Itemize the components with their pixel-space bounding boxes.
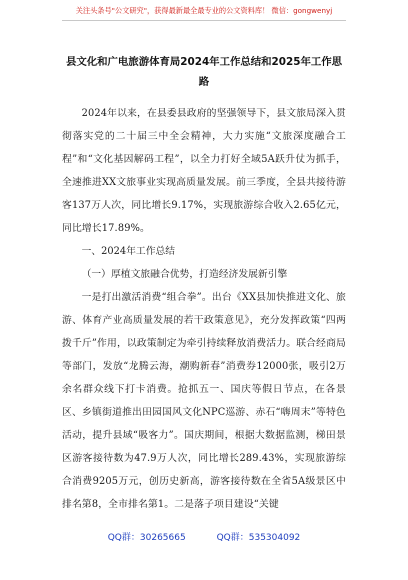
header-banner: 关注头条号"公文研究"，获得最新最全最专业的公文资料库！ 微信：gongwenyj xyxy=(75,6,333,15)
body-paragraph: 一是打出激活消费“组合拳”。出台《XX县加快推进文化、旅游、体育产业高质量发展的若干政策意见》，充分发挥政策“四两拨千斤”作用，以政策制定为牵引持续释放消费活力。联合经商局等部门，发放“龙腾云海，潮购新春”消费券12000张，吸引2万余名群众线下打卡消费。抢抓五一、国庆等假日节点，在各景区、乡镇街道推出田园国风文化NPC巡游、赤石“嗨周末”等特色活动，提升县域“吸客力”。国庆期间，根据大数据监测，梯田景区游客接待数为47.9万人次，同比增长289.43%，实现旅游综合消费9205万元，创历史新高，游客接待数在全省5A级景区中排名第8，全市排名第1。二是落子项目建设“关键 xyxy=(62,292,346,510)
header-divider xyxy=(62,20,346,21)
footer-qq-group-2: QQ群：535304092 xyxy=(216,533,301,543)
section-heading: 一、2024年工作总结 xyxy=(81,246,176,257)
intro-paragraph: 2024年以来，在县委县政府的坚强领导下，县文旅局深入贯彻落实党的二十届三中全会精神，大力实施“文旅深度融合工程”和“文化基因解码工程”，以全力打好全域5A跃升仗为抓手，全速推进XX文旅事业实现高质量发展。前三季度，全县共接待游客137万人次，同比增长9.17%，实现旅游综合收入2.65亿元，同比增长17.89%。 xyxy=(62,108,346,234)
document-title: 县文化和广电旅游体育局2024年工作总结和2025年工作思路 xyxy=(65,56,343,88)
footer-contacts xyxy=(0,530,408,543)
document-body xyxy=(62,52,346,516)
footer-qq-group-1: QQ群：30265665 xyxy=(107,533,186,543)
subsection-heading: （一）厚植文旅融合优势，打造经济发展新引擎 xyxy=(81,269,288,280)
